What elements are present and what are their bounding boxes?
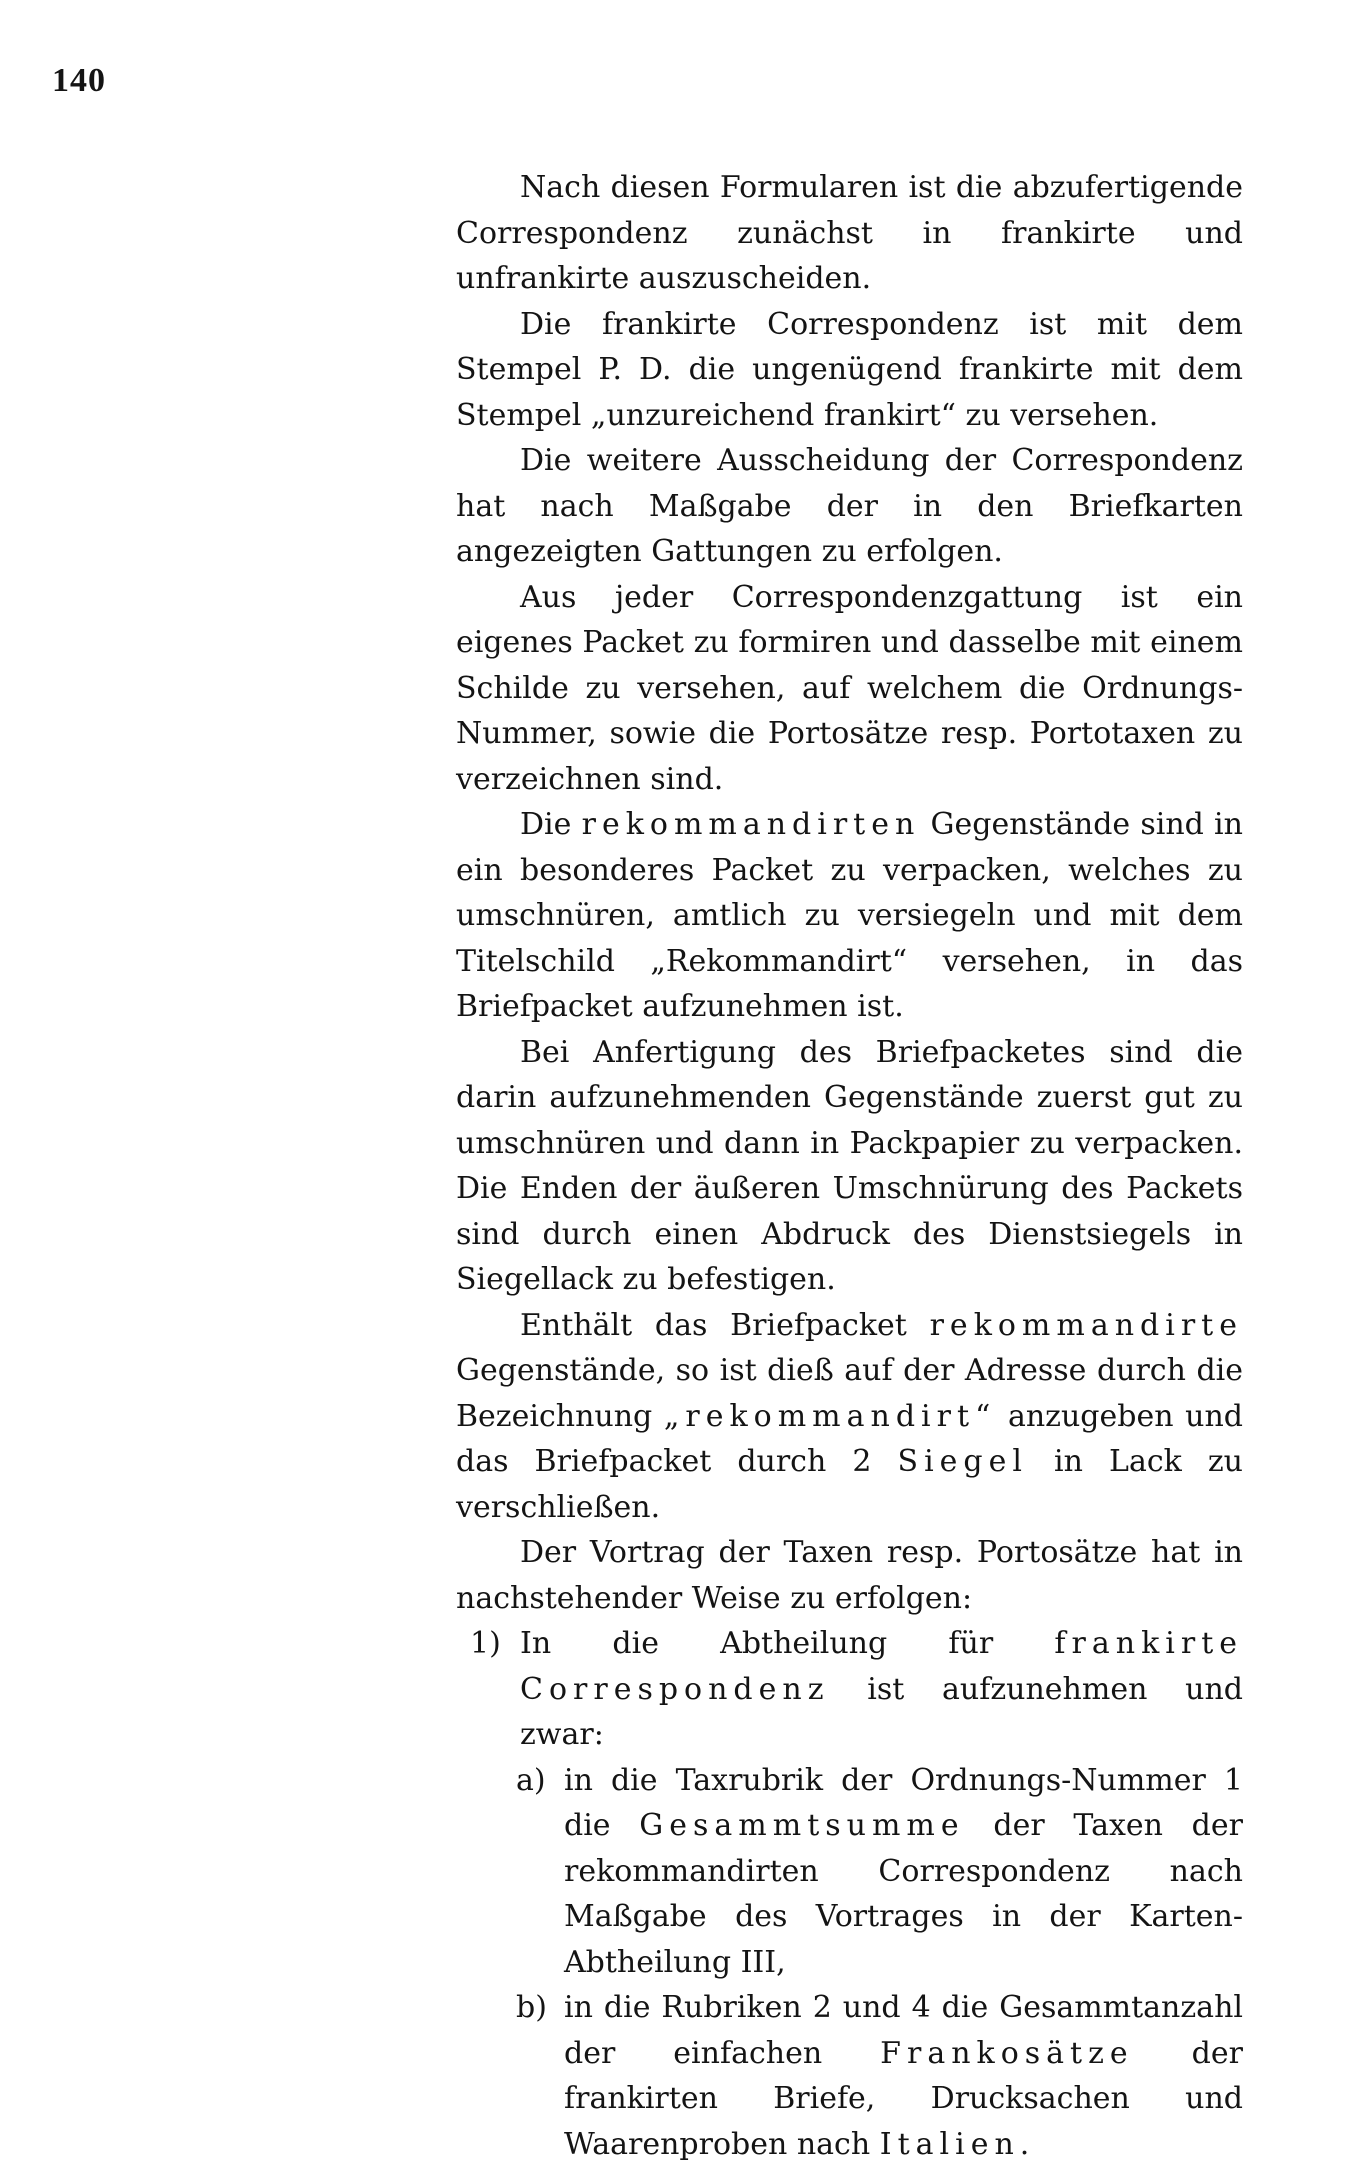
paragraph: Die frankirte Correspondenz ist mit dem Stempel P. D. die ungenügend frankirte mit dem Stempel „unzureichend frankirt“ zu versehen.: [456, 306, 1243, 433]
list-marker: b): [516, 1990, 547, 2025]
text-run: Gegenstände sind in ein besonderes Packet zu verpacken, welches zu umschnüren, amtlich zu versiegeln und mit dem Titelschild „Rekommandirt“ versehen, in das Briefpacket aufzunehmen ist.: [456, 807, 1243, 1024]
paragraph: Die weitere Ausscheidung der Correspondenz hat nach Maßgabe der in den Briefkarten angezeigten Gattungen zu erfolgen.: [456, 443, 1243, 569]
page-body: [456, 165, 1243, 2167]
spaced-emphasis: rekommandirten: [581, 807, 921, 842]
list-item-1: [456, 1621, 1243, 1758]
spaced-emphasis: Gesammtsumme: [639, 1808, 965, 1843]
list-marker: 1): [470, 1626, 501, 1661]
text-run: in Lack zu verschließen.: [456, 1444, 1243, 1525]
text-run: anzugeben und das Briefpacket durch 2: [456, 1398, 1243, 1479]
text-run: der Taxen der rekommandirten Correspondenz nach Maßgabe des Vortrages in der Karten-Abtheilung III,: [564, 1808, 1243, 1980]
text-run: in die Rubriken 2 und 4 die Gesammtanzahl der einfachen: [564, 1990, 1243, 2071]
text-run: Die: [520, 807, 572, 842]
paragraph: [456, 1303, 1243, 1531]
paragraph: Aus jeder Correspondenzgattung ist ein eigenes Packet zu formiren und dasselbe mit einem Schilde zu versehen, auf welchem die Ordnungs-Nummer, sowie die Portosätze resp. Portotaxen zu verzeichnen sind.: [456, 579, 1243, 797]
spaced-emphasis: frankirte Correspondenz: [520, 1626, 1243, 1707]
list-marker: a): [516, 1762, 546, 1798]
paragraph: Nach diesen Formularen ist die abzufertigende Correspondenz zunächst in frankirte und unfrankirte auszuscheiden.: [456, 170, 1243, 296]
spaced-emphasis: „rekommandirt“: [663, 1398, 997, 1434]
text-run: In die Abtheilung für: [520, 1626, 994, 1661]
list-item-a: [456, 1758, 1243, 1986]
spaced-emphasis: Frankosätze: [880, 2035, 1134, 2071]
spaced-emphasis: Italien.: [879, 2126, 1036, 2162]
text-run: Enthält das Briefpacket: [520, 1307, 907, 1343]
spaced-emphasis: Siegel: [897, 1444, 1028, 1479]
text-run: ist aufzunehmen und zwar:: [520, 1671, 1243, 1752]
paragraph: [456, 802, 1243, 1030]
paragraph: Der Vortrag der Taxen resp. Portosätze hat in nachstehender Weise zu erfolgen:: [456, 1535, 1243, 1616]
page-number: 140: [52, 62, 106, 99]
spaced-emphasis: rekommandirte: [929, 1307, 1243, 1343]
text-run: der frankirten Briefe, Drucksachen und Waarenproben nach: [564, 2035, 1243, 2162]
list-item-b: [456, 1985, 1243, 2167]
paragraph: Bei Anfertigung des Briefpacketes sind die darin aufzunehmenden Gegenstände zuerst gut zu umschnüren und dann in Packpapier zu verpacken. Die Enden der äußeren Umschnürung des Packets sind durch einen Abdruck des Dienstsiegels in Siegellack zu befestigen.: [456, 1034, 1243, 1297]
text-run: in die Taxrubrik der Ordnungs-Nummer 1 die: [564, 1762, 1243, 1843]
text-run: Gegenstände, so ist dieß auf der Adresse durch die Bezeichnung: [456, 1353, 1243, 1434]
